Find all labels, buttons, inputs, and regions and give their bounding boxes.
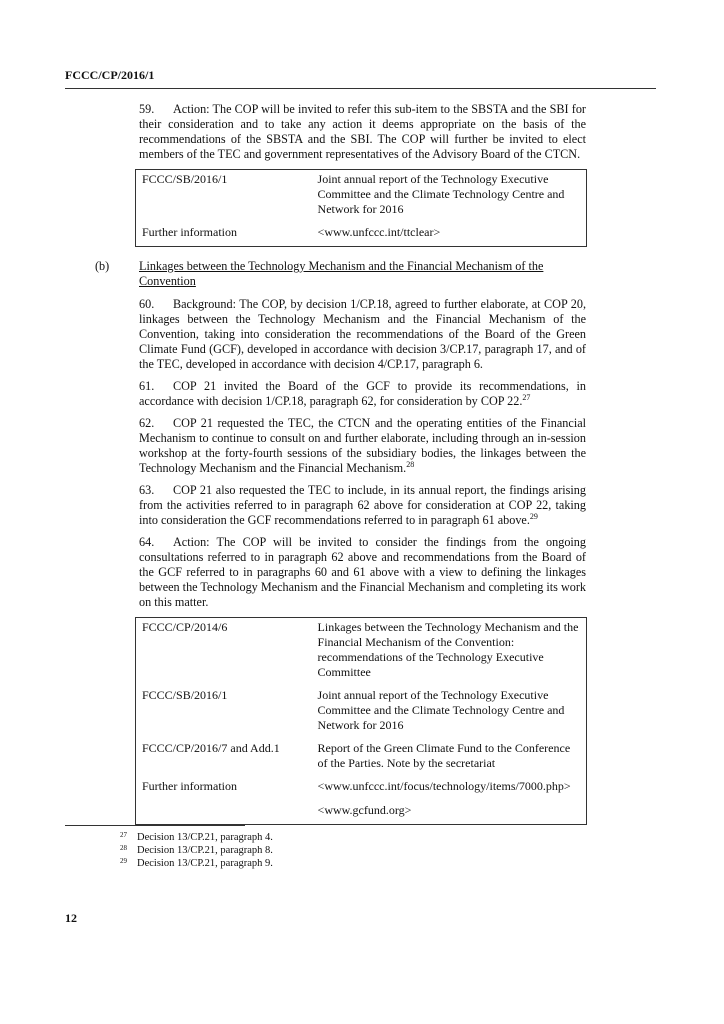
document-symbol-cell: FCCC/SB/2016/1 — [142, 172, 228, 186]
footnote-text: Decision 13/CP.21, paragraph 8. — [137, 845, 273, 856]
table-row — [136, 223, 587, 247]
footnote-item — [120, 831, 273, 844]
paragraph-text: COP 21 invited the Board of the GCF to provide its recommendations, in accordance with decision 1/CP.18, paragraph 62, for consideration by COP 22. — [139, 379, 586, 408]
footnote-item — [120, 844, 273, 857]
footnote-number: 28 — [120, 844, 127, 852]
table-row — [136, 739, 587, 777]
footnote-ref[interactable]: 29 — [529, 511, 538, 521]
table-row — [136, 686, 587, 739]
paragraph-number: 64. — [139, 535, 155, 549]
paragraph-number: 62. — [139, 416, 155, 430]
paragraph-text: Action: The COP will be invited to consider the findings from the ongoing consultations referred to in paragraph 62 above and recommendations from the Board of the GCF referred to in paragraphs 60 and 61 above with a view to defining the linkages between the Technology Mechanism and the Financial Mechanism and completing its work on this matter. — [139, 535, 586, 609]
web-links-cell — [312, 777, 587, 825]
table-row — [136, 170, 587, 224]
document-symbol-cell: Further information — [142, 779, 237, 793]
paragraph-59 — [139, 102, 586, 162]
footnote-number: 27 — [120, 831, 127, 839]
paragraph-number: 60. — [139, 297, 155, 311]
footnote-text: Decision 13/CP.21, paragraph 4. — [137, 832, 273, 843]
header-divider — [65, 88, 656, 89]
document-symbol-cell: FCCC/SB/2016/1 — [142, 688, 228, 702]
paragraph-61 — [139, 379, 586, 409]
document-title-cell: Linkages between the Technology Mechanism and the Financial Mechanism of the Convention: recommendations of the Technology Executive Committee — [317, 620, 579, 679]
document-symbol-cell: FCCC/CP/2014/6 — [142, 620, 228, 634]
document-title-cell: Report of the Green Climate Fund to the Conference of the Parties. Note by the secretariat — [317, 741, 571, 770]
reference-table-2 — [135, 617, 587, 825]
table-row — [136, 618, 587, 687]
paragraph-62 — [139, 416, 586, 476]
footnote-ref[interactable]: 28 — [406, 459, 415, 469]
footnotes — [120, 831, 273, 870]
reference-table-1 — [135, 169, 587, 247]
paragraph-number: 61. — [139, 379, 155, 393]
footnote-text: Decision 13/CP.21, paragraph 9. — [137, 858, 273, 869]
document-title-cell: Joint annual report of the Technology Executive Committee and the Climate Technology Centre and Network for 2016 — [317, 172, 565, 216]
document-symbol-cell: Further information — [142, 225, 237, 239]
paragraph-number: 63. — [139, 483, 155, 497]
paragraph-number: 59. — [139, 102, 155, 116]
section-heading-b — [95, 259, 586, 289]
footnote-divider — [65, 825, 245, 826]
web-link[interactable]: <www.unfccc.int/focus/technology/items/7000.php> — [317, 779, 571, 793]
main-content — [95, 102, 586, 835]
paragraph-63 — [139, 483, 586, 528]
section-title: Linkages between the Technology Mechanism and the Financial Mechanism of the Convention — [139, 259, 544, 288]
paragraph-64 — [139, 535, 586, 610]
paragraph-60 — [139, 297, 586, 372]
paragraph-text: Action: The COP will be invited to refer this sub-item to the SBSTA and the SBI for their consideration and to take any action it deems appropriate on the basis of the recommendations of the SBSTA and the SBI. The COP will further be invited to elect members of the TEC and government representatives of the Advisory Board of the CTCN. — [139, 102, 586, 161]
section-label: (b) — [95, 259, 110, 273]
page-number: 12 — [65, 911, 77, 925]
document-symbol-cell: FCCC/CP/2016/7 and Add.1 — [142, 741, 280, 755]
footnote-ref[interactable]: 27 — [522, 392, 531, 402]
web-link-cell[interactable]: <www.unfccc.int/ttclear> — [317, 225, 441, 239]
paragraph-text: Background: The COP, by decision 1/CP.18, agreed to further elaborate, at COP 20, linkages between the Technology Mechanism and the Financial Mechanism of the Convention, taking into consideration the recommendations of the Board of the Green Climate Fund (GCF), developed in accordance with decision 3/CP.17, paragraph 17, and of the TEC, developed in accordance with decision 4/CP.17, paragraph 6. — [139, 297, 586, 371]
document-title-cell: Joint annual report of the Technology Executive Committee and the Climate Technology Centre and Network for 2016 — [317, 688, 565, 732]
web-link[interactable]: <www.gcfund.org> — [317, 803, 412, 817]
footnote-number: 29 — [120, 857, 127, 865]
footnote-item — [120, 857, 273, 870]
paragraph-text: COP 21 also requested the TEC to include, in its annual report, the findings arising from the activities referred to in paragraph 62 above for consideration at COP 22, taking into consideration the GCF recommendations referred to in paragraph 61 above. — [139, 483, 586, 527]
document-symbol-header: FCCC/CP/2016/1 — [65, 68, 155, 82]
table-row — [136, 777, 587, 825]
paragraph-text: COP 21 requested the TEC, the CTCN and the operating entities of the Financial Mechanism to continue to consult on and further elaborate, including through an in-session workshop at the forty-fourth sessions of the subsidiary bodies, the linkages between the Technology Mechanism and the Financial Mechanism. — [139, 416, 586, 475]
